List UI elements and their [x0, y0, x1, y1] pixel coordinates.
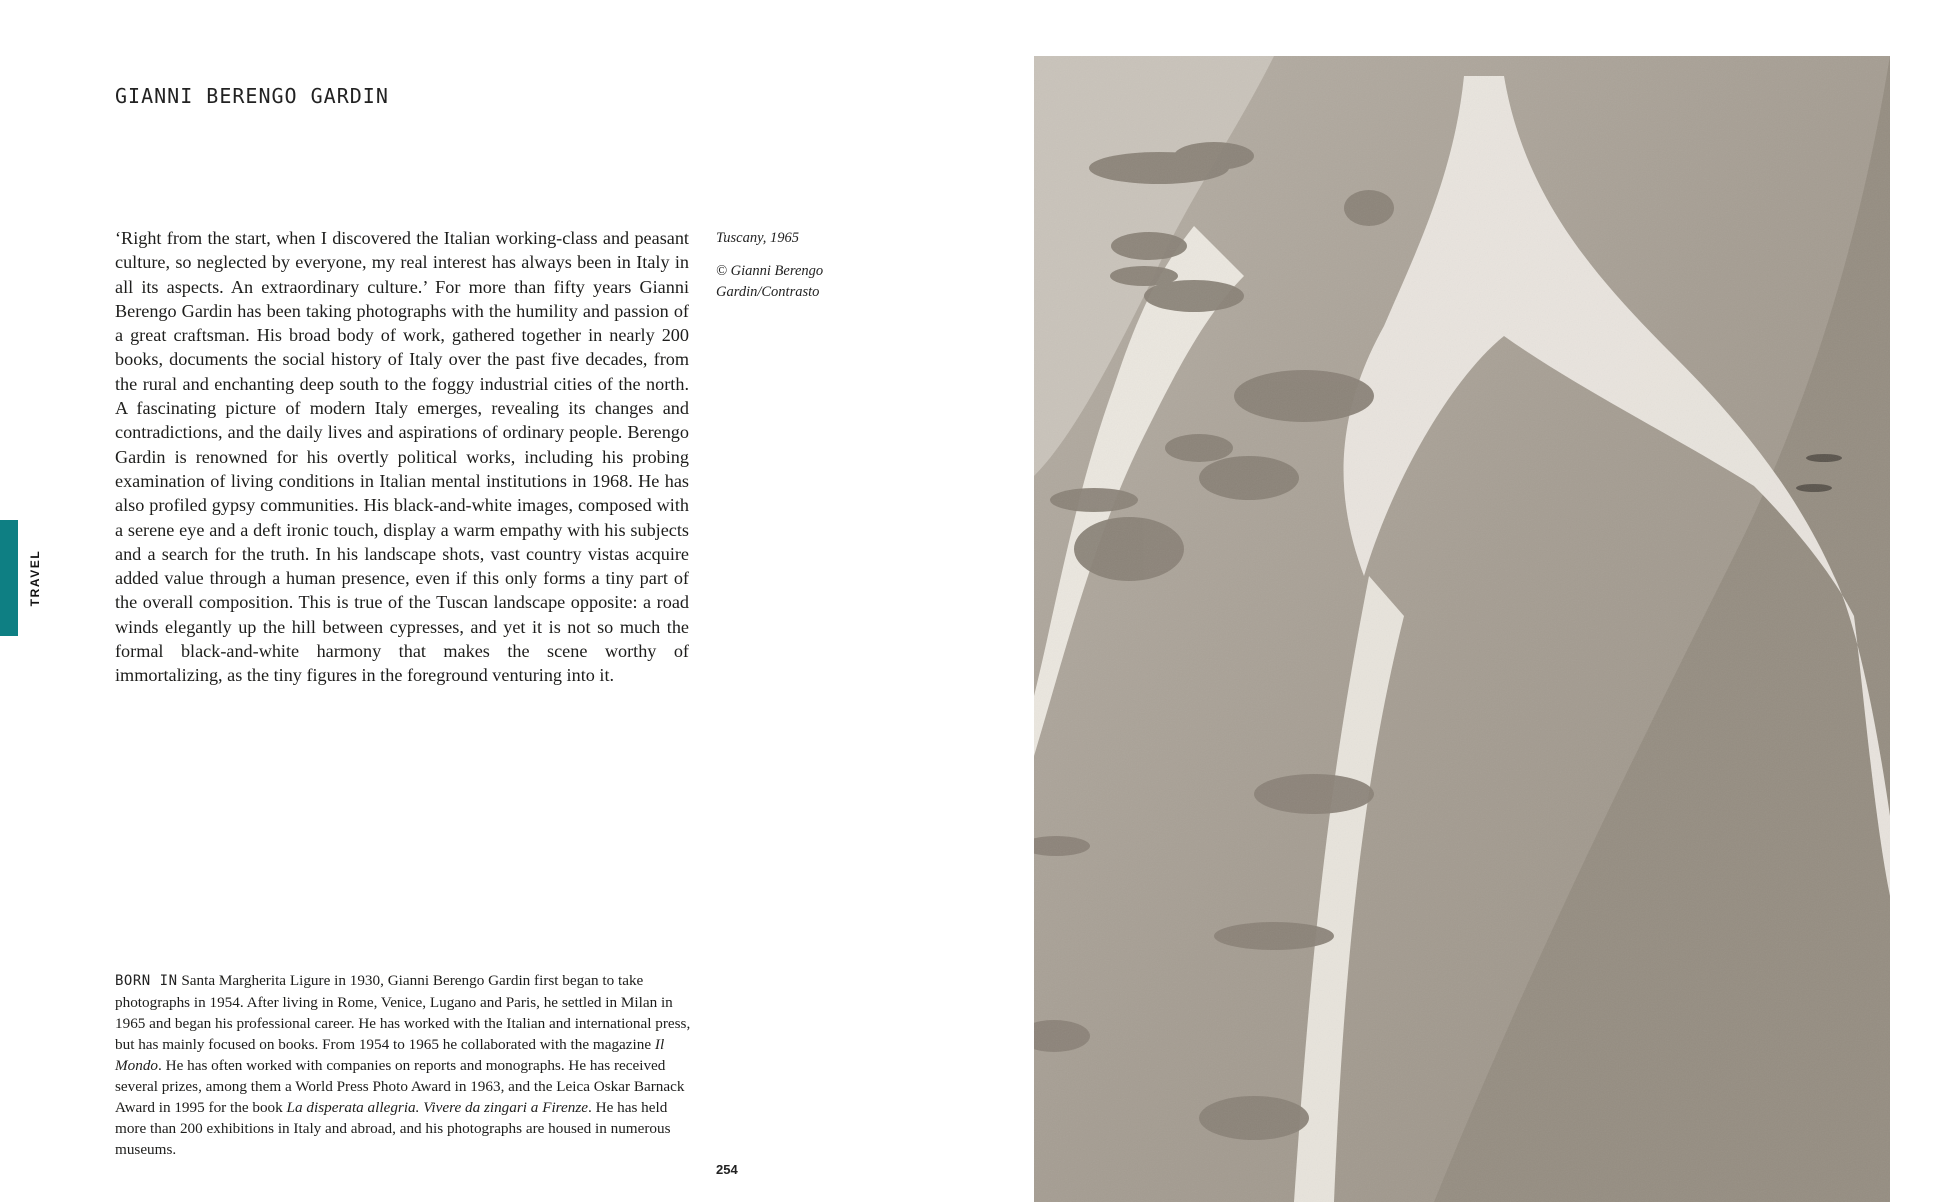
- caption-title: Tuscany, 1965: [716, 230, 799, 246]
- photo-caption: [716, 228, 846, 303]
- article-title: GIANNI BERENGO GARDIN: [115, 84, 389, 108]
- caption-credit-line1: © Gianni Berengo: [716, 263, 824, 279]
- landscape-photo-image: [1034, 56, 1890, 1202]
- caption-credit-line2: Gardin/Contrasto: [716, 284, 820, 300]
- photographer-bio: [115, 970, 695, 1160]
- page-number: 254: [716, 1162, 738, 1177]
- bio-text-3: . He has held more than 200 exhibitions in Italy and abroad, and his photographs are housed in numerous museums.: [115, 1099, 671, 1158]
- article-body: ‘Right from the start, when I discovered the Italian working-class and peasant culture, so neglected by everyone, my real interest has always been in Italy in all its aspects. An extraordinary culture.’ For more than fifty years Gianni Berengo Gardin has been taking photographs with the humility and passion of a great craftsman. His broad body of work, gathered together in nearly 200 books, documents the social history of Italy over the past five decades, from the rural and enchanting deep south to the foggy industrial cities of the north. A fascinating picture of modern Italy emerges, revealing its changes and contradictions, and the daily lives and aspirations of ordinary people. Berengo Gardin is renowned for his overtly political works, including his probing examination of living conditions in Italian mental institutions in 1968. He has also profiled gypsy communities. His black-and-white images, composed with a serene eye and a deft ironic touch, display a warm empathy with his subjects and a search for the truth. In his landscape shots, vast country vistas acquire added value through a human presence, even if this only forms a tiny part of the overall composition. This is true of the Tuscan landscape opposite: a road winds elegantly up the hill between cypresses, and yet it is not so much the formal black-and-white harmony that makes the scene worthy of immortalizing, as the tiny figures in the foreground venturing into it.: [115, 228, 689, 686]
- section-label: TRAVEL: [28, 549, 42, 607]
- bio-lead: BORN IN: [115, 973, 178, 989]
- caption-credit: [716, 261, 846, 303]
- landscape-photo: [1034, 56, 1890, 1202]
- bio-text-2: . He has often worked with companies on reports and monographs. He has received several prizes, among them a World Press Photo Award in 1963, and the Leica Oskar Barnack Award in 1995 for the book: [115, 1057, 685, 1116]
- bio-italic-1: Il Mondo: [115, 1036, 665, 1074]
- bio-italic-2: La disperata allegria. Vivere da zingari a Firenze: [286, 1099, 589, 1116]
- bio-text-1: Santa Margherita Ligure in 1930, Gianni Berengo Gardin first began to take photographs in 1954. After living in Rome, Venice, Lugano and Paris, he settled in Milan in 1965 and began his professional career. He has worked with the Italian and international press, but has mainly focused on books. From 1954 to 1965 he collaborated with the magazine: [115, 972, 691, 1053]
- section-tab-marker: [0, 520, 18, 636]
